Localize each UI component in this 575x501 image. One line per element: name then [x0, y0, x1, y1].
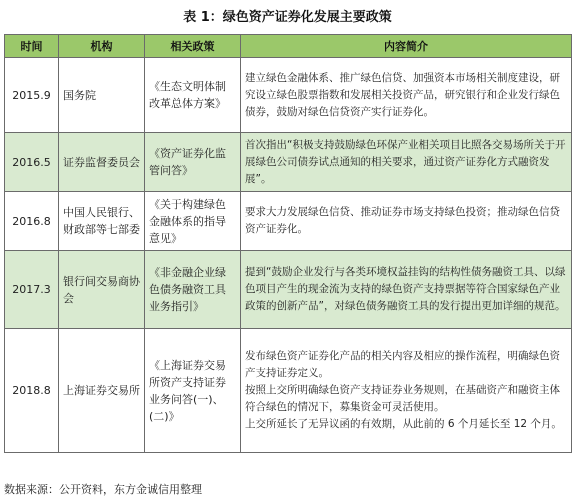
- table-row: [5, 133, 572, 192]
- cell-year: 2016.8: [5, 192, 59, 251]
- summary-text: 发布绿色资产证券化产品的相关内容及相应的操作流程，明确绿色资产支持证券定义。: [245, 350, 560, 379]
- cell-summary: [241, 133, 572, 192]
- header-org: 机构: [59, 35, 145, 58]
- table-row: [5, 192, 572, 251]
- cell-summary: [241, 251, 572, 329]
- header-policy: 相关政策: [145, 35, 241, 58]
- table-row: [5, 58, 572, 133]
- cell-year: 2016.5: [5, 133, 59, 192]
- header-time: 时间: [5, 35, 59, 58]
- summary-text: 建立绿色金融体系、推广绿色信贷、加强资本市场相关制度建设，研究设立绿色股票指数和发展相关投资产品，研究银行和企业发行绿色债券，鼓励对绿色信贷资产实行证券化。: [245, 71, 560, 118]
- cell-policy: 《关于构建绿色金融体系的指导意见》: [145, 192, 241, 251]
- cell-year: 2018.8: [5, 329, 59, 453]
- cell-policy: 《上海证券交易所资产支持证券业务问答(一)、(二)》: [145, 329, 241, 453]
- table-title: 表 1：绿色资产证券化发展主要政策: [183, 10, 392, 25]
- summary-text: 提到“鼓励企业发行与各类环境权益挂钩的结构性债务融资工具、以绿色项目产生的现金流为支持的绿色资产支持票据等符合国家绿色产业政策的创新产品”，对绿色债务融资工具的发行提出更加详细的规范。: [245, 266, 566, 312]
- cell-year: 2015.9: [5, 58, 59, 133]
- summary-text: 首次指出“积极支持鼓励绿色环保产业相关项目比照各交易场所关于开展绿色公司债券试点通知的相关要求，通过资产证券化方式融资发展”。: [245, 138, 566, 185]
- cell-summary: [241, 58, 572, 133]
- table-row: [5, 251, 572, 329]
- cell-org: 银行间交易商协会: [59, 251, 145, 329]
- cell-org: 国务院: [59, 58, 145, 133]
- cell-org: 上海证券交易所: [59, 329, 145, 453]
- summary-text: 要求大力发展绿色信贷、推动证券市场支持绿色投资；推动绿色信贷资产证券化。: [245, 206, 560, 235]
- cell-org: 证券监督委员会: [59, 133, 145, 192]
- cell-org: 中国人民银行、财政部等七部委: [59, 192, 145, 251]
- cell-policy: 《非金融企业绿色债务融资工具业务指引》: [145, 251, 241, 329]
- table-row: [5, 329, 572, 453]
- cell-year: 2017.3: [5, 251, 59, 329]
- cell-summary: [241, 192, 572, 251]
- header-summary: 内容简介: [241, 35, 572, 58]
- summary-text: 按照上交所明确绿色资产支持证券业务规则，在基础资产和融资主体符合绿色的情况下，募集资金可灵活使用。: [245, 384, 560, 413]
- summary-text: 上交所延长了无异议函的有效期，从此前的 6 个月延长至 12 个月。: [245, 418, 562, 430]
- source-note: 数据来源：公开资料，东方金诚信用整理: [4, 483, 202, 496]
- table-header-row: [5, 35, 572, 58]
- cell-policy: 《生态文明体制改革总体方案》: [145, 58, 241, 133]
- cell-policy: 《资产证券化监管问答》: [145, 133, 241, 192]
- cell-summary: [241, 329, 572, 453]
- policy-table: [4, 34, 572, 453]
